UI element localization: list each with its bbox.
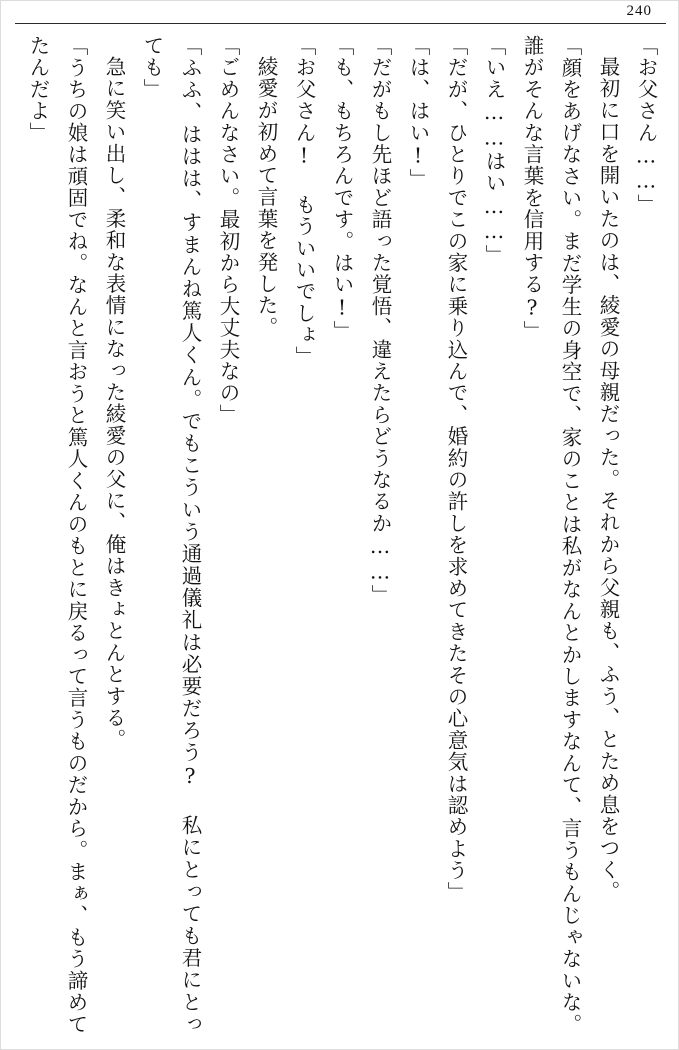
page-body-text — [17, 35, 665, 1035]
header-rule — [15, 23, 666, 24]
paragraph: 「顔をあげなさい。まだ学生の身空で、家のことは私がなんとかしますなんて、言うもんじゃないな。誰がそんな言葉を信用する?」 — [520, 35, 582, 1035]
paragraph: 「うちの娘は頑固でね。なんと言おうと篤人くんのもとに戻るって言うものだから。まぁ、もう諦めてたんだよ」 — [26, 35, 88, 1035]
paragraph: 「ふふ、ははは、すまんね篤人くん。でもこういう通過儀礼は必要だろう? 私にとっても君にとっても」 — [140, 35, 202, 1035]
paragraph: 「ごめんなさい。最初から大丈夫なの」 — [216, 35, 240, 426]
paragraph: 急に笑い出し、柔和な表情になった綾愛の父に、俺はきょとんとする。 — [102, 56, 126, 751]
paragraph: 「も、もちろんです。はい!」 — [330, 35, 354, 343]
paragraph: 綾愛が初めて言葉を発した。 — [254, 56, 278, 339]
paragraph: 「だが、ひとりでこの家に乗り込んで、婚約の許しを求めてきたその心意気は認めよう」 — [444, 35, 468, 903]
paragraph: 「お父さん……」 — [634, 35, 658, 216]
paragraph: 「お父さん! もういいでしょ」 — [292, 35, 316, 368]
paragraph: 「は、はい!」 — [406, 35, 430, 191]
paragraph: 最初に口を開いたのは、綾愛の母親だった。それから父親も、ふう、とため息をつく。 — [596, 56, 620, 903]
page-number: 240 — [626, 3, 652, 19]
paragraph: 「だがもし先ほど語った覚悟、違えたらどうなるか……」 — [368, 35, 392, 607]
paragraph: 「いえ……はい……」 — [482, 35, 506, 266]
